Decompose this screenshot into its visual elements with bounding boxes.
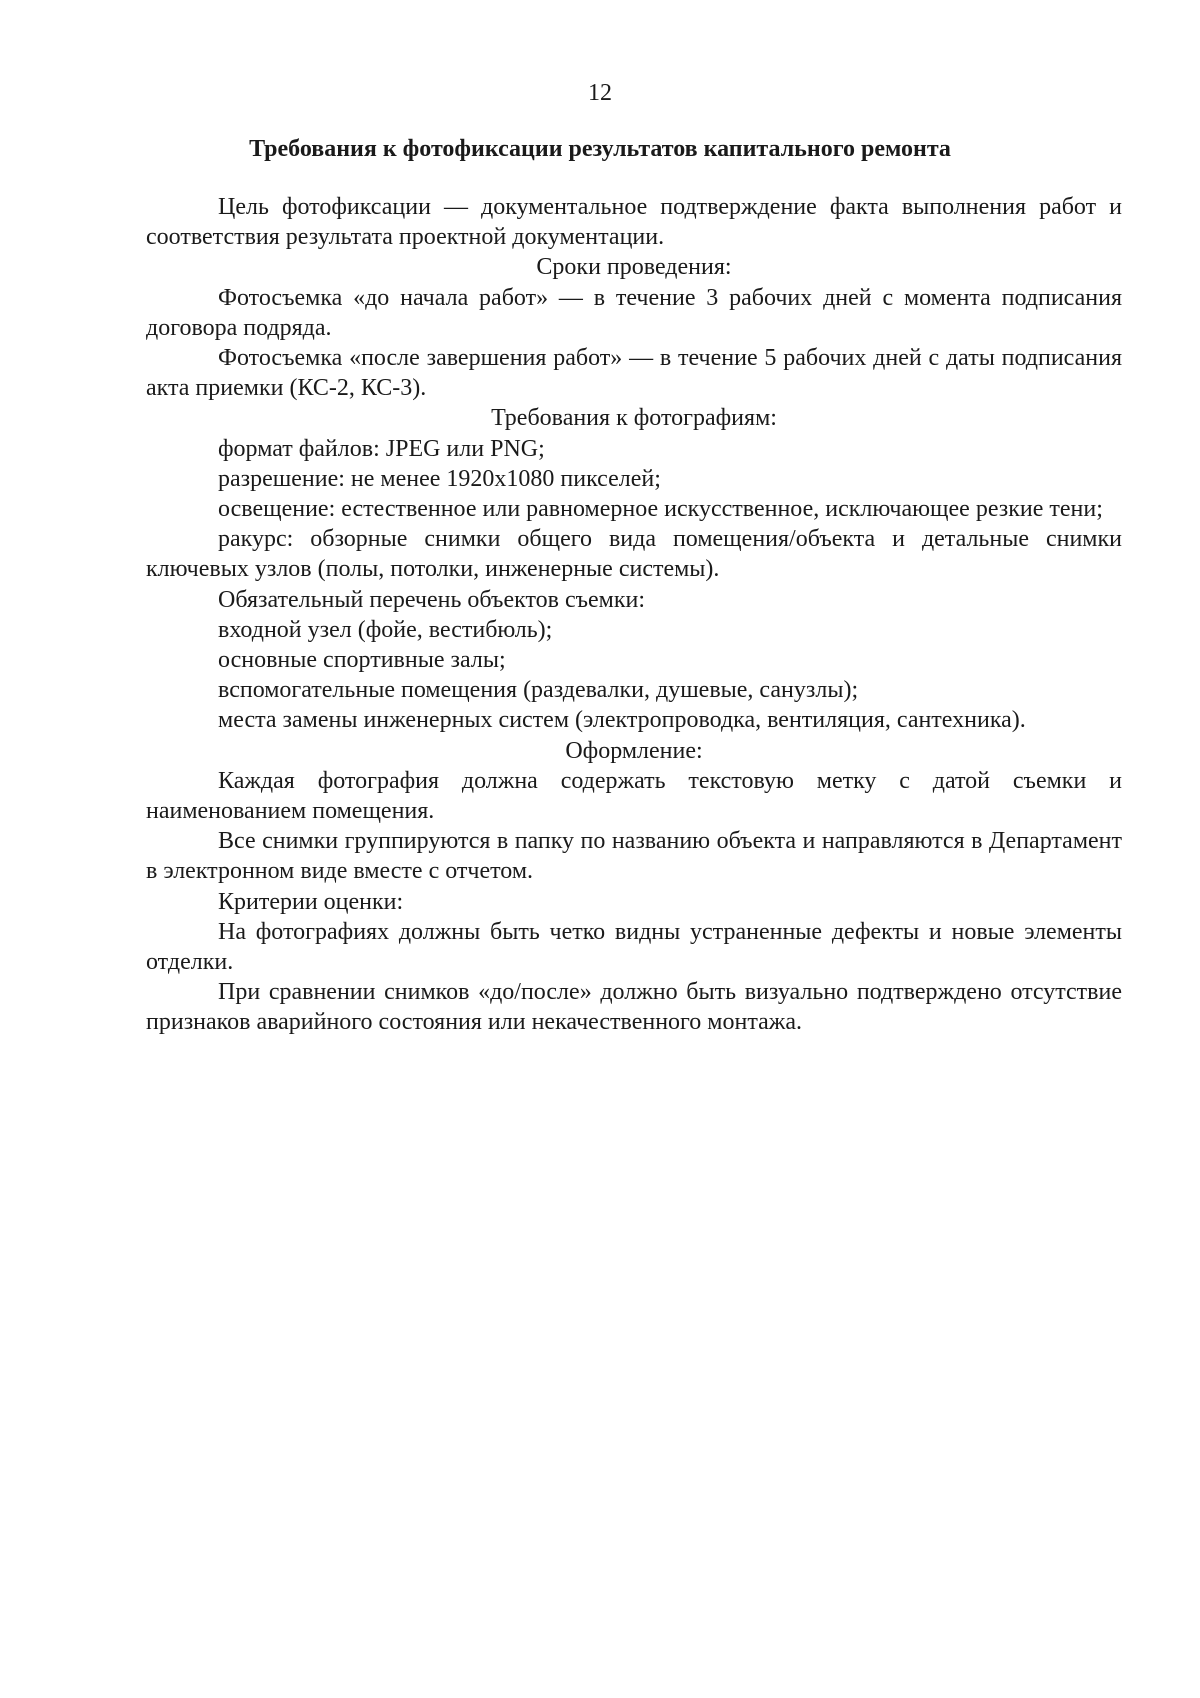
paragraph-purpose: Цель фотофиксации — документальное подтверждение факта выполнения работ и соответствия результата проектной документации. [146, 194, 1122, 251]
paragraph-folder-grouping: Все снимки группируются в папку по названию объекта и направляются в Департамент в электронном виде вместе с отчетом. [146, 828, 1122, 885]
list-item-entrance: входной узел (фойе, вестибюль); [218, 616, 553, 643]
section-heading-timing: Сроки проведения: [536, 254, 732, 281]
document-body [146, 192, 1122, 1038]
list-item-auxiliary-rooms: вспомогательные помещения (раздевалки, душевые, санузлы); [218, 677, 859, 704]
paragraph-before-works: Фотосъемка «до начала работ» — в течение 3 рабочих дней с момента подписания договора подряда. [146, 284, 1122, 341]
section-heading-formatting: Оформление: [565, 737, 703, 764]
page-number: 12 [588, 80, 612, 106]
subheading-mandatory-objects: Обязательный перечень объектов съемки: [218, 586, 646, 613]
paragraph-after-works: Фотосъемка «после завершения работ» — в течение 5 рабочих дней с даты подписания акта приемки (КС-2, КС-3). [146, 345, 1122, 402]
list-item-angle: ракурс: обзорные снимки общего вида помещения/объекта и детальные снимки ключевых узлов (полы, потолки, инженерные системы). [146, 526, 1122, 583]
paragraph-visible-defects: На фотографиях должны быть четко видны устраненные дефекты и новые элементы отделки. [146, 918, 1122, 976]
list-item-resolution: разрешение: не менее 1920x1080 пикселей; [218, 465, 661, 492]
list-item-engineering-systems: места замены инженерных систем (электропроводка, вентиляция, сантехника). [218, 707, 1026, 734]
section-heading-photo-requirements: Требования к фотографиям: [491, 405, 777, 432]
list-item-file-format: формат файлов: JPEG или PNG; [218, 435, 545, 462]
subheading-criteria: Критерии оценки: [218, 888, 404, 915]
page-title: Требования к фотофиксации результатов капитального ремонта [249, 136, 951, 162]
paragraph-before-after-comparison: При сравнении снимков «до/после» должно быть визуально подтверждено отсутствие признаков аварийного состояния или некачественного монтажа. [146, 979, 1122, 1036]
list-item-sport-halls: основные спортивные залы; [218, 647, 506, 674]
list-item-lighting: освещение: естественное или равномерное искусственное, исключающее резкие тени; [218, 496, 1103, 523]
paragraph-text-label: Каждая фотография должна содержать текстовую метку с датой съемки и наименованием помещения. [146, 767, 1122, 825]
